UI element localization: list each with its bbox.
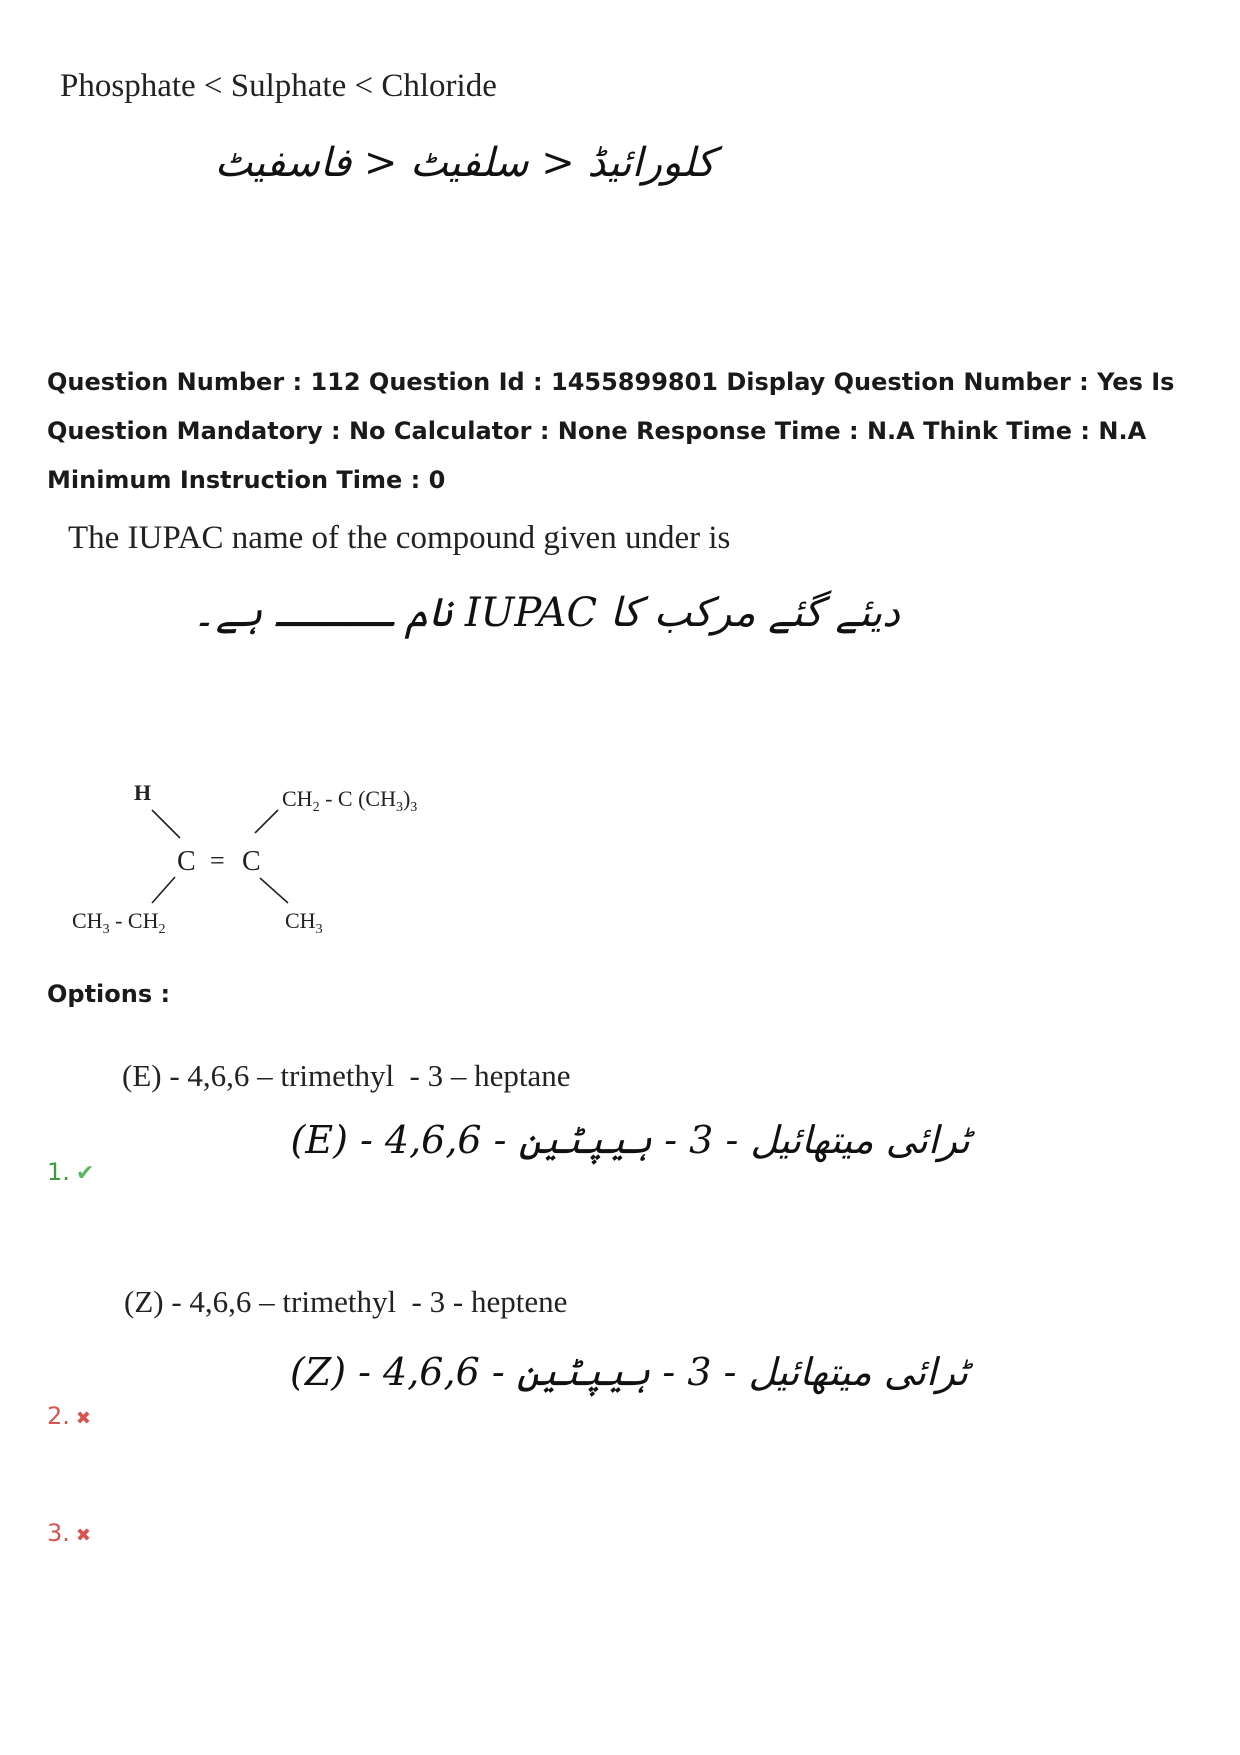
wrong-cross-icon: ✖ — [75, 1408, 91, 1429]
options-label: Options : — [47, 980, 171, 1008]
svg-text:CH3 - CH2: $CH_3 - CH_2$ — [72, 908, 166, 937]
structure-double-bond: = — [210, 846, 225, 875]
option-3-number: 3. — [47, 1519, 70, 1547]
structure-top-right: CH — [282, 786, 313, 811]
structure-c1: C — [177, 846, 196, 877]
question-text-english: The IUPAC name of the compound given under is — [68, 520, 731, 556]
structure-h: H — [134, 780, 152, 805]
structure-bottom-right: CH — [285, 908, 316, 933]
previous-answer-english: Phosphate < Sulphate < Chloride — [60, 68, 497, 104]
question-meta: Question Number : 112 Question Id : 1455899801 Display Question Number : Yes Is Question Mandatory : No Calculator : None Response Time : N.A Think Time : N.A Minimum Instruction Time : 0 — [47, 368, 1175, 494]
option-1-row[interactable] — [47, 1158, 94, 1186]
svg-text:CH2 - C (CH3)3: $CH_2$ - C $(CH_3)_3$ — [282, 786, 418, 815]
correct-check-icon: ✔ — [75, 1161, 95, 1186]
compound-structure — [60, 770, 480, 950]
structure-c2: C — [242, 846, 261, 877]
option-2-english: (Z) - 4,6,6 – trimethyl - 3 - heptene — [124, 1284, 568, 1319]
previous-answer-urdu: کلورائیڈ < سلفیٹ < فاسفیٹ — [214, 140, 715, 186]
option-1-urdu: (E) - 4,6,6 - ٹرائی میتھائیل - 3 - ہیپٹین — [290, 1118, 970, 1162]
option-1-english: (E) - 4,6,6 – trimethyl - 3 – heptane — [122, 1058, 571, 1093]
question-text-urdu: دیئے گئے مرکب کا IUPAC نام ـــــ ہے۔ — [192, 590, 900, 636]
option-3-row[interactable] — [47, 1519, 91, 1547]
option-2-urdu: (Z) - 4,6,6 - ٹرائی میتھائیل - 3 - ہیپٹین — [290, 1350, 969, 1394]
wrong-cross-icon: ✖ — [75, 1525, 91, 1546]
structure-bottom-left: CH — [72, 908, 103, 933]
option-1-number: 1. — [47, 1158, 70, 1186]
option-2-number: 2. — [47, 1402, 70, 1430]
option-2-row[interactable] — [47, 1402, 91, 1430]
svg-text:CH3: $CH_3$ — [285, 908, 323, 937]
